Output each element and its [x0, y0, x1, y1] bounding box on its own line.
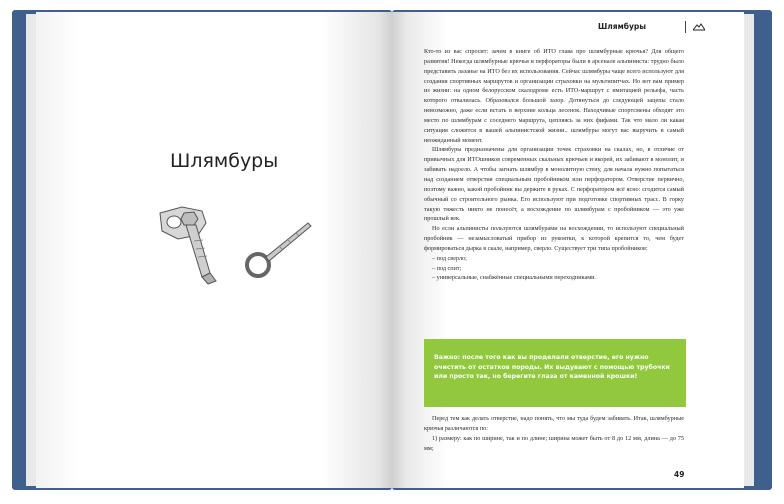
running-head: Шлямбуры — [598, 22, 646, 31]
chapter-title: Шлямбуры — [170, 150, 279, 172]
list-item: – под сверло; — [432, 254, 467, 262]
drill-types-list — [424, 254, 684, 284]
paragraph-5: 1) размеру: как по ширине, так и по длине; ширина может быть от 8 до 12 мм, длина — до 75 мм; — [424, 434, 684, 452]
bolt-hanger — [160, 207, 216, 284]
list-item: – универсальные, снабжённые специальными переходниками. — [432, 274, 596, 282]
important-callout — [424, 339, 686, 407]
callout-text: Важно: после того как вы проделали отверстие, его нужно очистить от остатков породы. Их выдувают с помощью трубочки или просто так, но берегите глаза от каменной крошки! — [434, 354, 670, 381]
body-text-bottom — [424, 414, 684, 453]
paragraph-2: Шлямбуры предназначены для организации точек страховки на скалах, но, в отличие от привычных для ИТОшников современных скальных крючьев и якорей, их забивают в монолит, и забивать надоело. А чтобы загнать шлямбур в монолитную стену, для начала нужно попытаться над созданием отверстия специальным пробойником или перфоратором. Отверстие первично, поэтому важно, какой пробойник вы держите в руках. С перфоратором всё ясно: сгодится самый обычный со строительного рынка. Его используют при подготовке спортивных трасс. В горку такую тяжесть никто не понесёт, а восхождение по шлямбурам с пробойником — это уже прошлый век. — [424, 146, 684, 223]
piton-drift — [247, 223, 311, 276]
running-head-divider — [685, 21, 686, 33]
piton-bolt-illustration — [150, 185, 320, 295]
page-number: 49 — [674, 470, 685, 479]
paragraph-1: Кто-то из вас спросит: зачем в книге об ИТО глава про шлямбурные крючья? Для общего развития! Некогда шлямбурные крючья и перфораторы были в арсенале альпиниста: трудно было представить лазанье на ИТО без их использования. Сейчас шлямбуры чаще всего используют для создания спортивных маршрутов и организации страховки на мультипитчах. Но вот вам пример из жизни: на одном белорусском скалодроме есть ИТО-маршрут с имитацией рельефа, часть которого отвалилась. Образовался большой зазор. Дотянуться до следующей зацепы стало невозможно, даже если встать в верхние кольца лесенок. Находчивые спортсмены обходят это место по шлямбурам с соседнего маршрута, цепляясь за них фифами. Так что мало ли какая ситуация сложится в вашей альпинистской жизни.. шлямбуры могут вас выручить в самый неожиданный момент. — [424, 48, 684, 144]
paragraph-3: Но если альпинисты пользуются шлямбурами на восхождении, то используют специальный пробойник — незамысловатый прибор из рукоятки, к которой крепится то, чем будет формироваться дырка в скале, например, сверло. Существует три типа пробойников: — [424, 225, 684, 252]
mountain-logo-icon — [693, 23, 705, 31]
paragraph-4: Перед тем как делать отверстие, надо понять, что мы туда будем забивать. Итак, шлямбурные крючья различаются по: — [424, 415, 684, 432]
body-text-top — [424, 47, 684, 283]
list-item: – под спит; — [432, 264, 462, 272]
